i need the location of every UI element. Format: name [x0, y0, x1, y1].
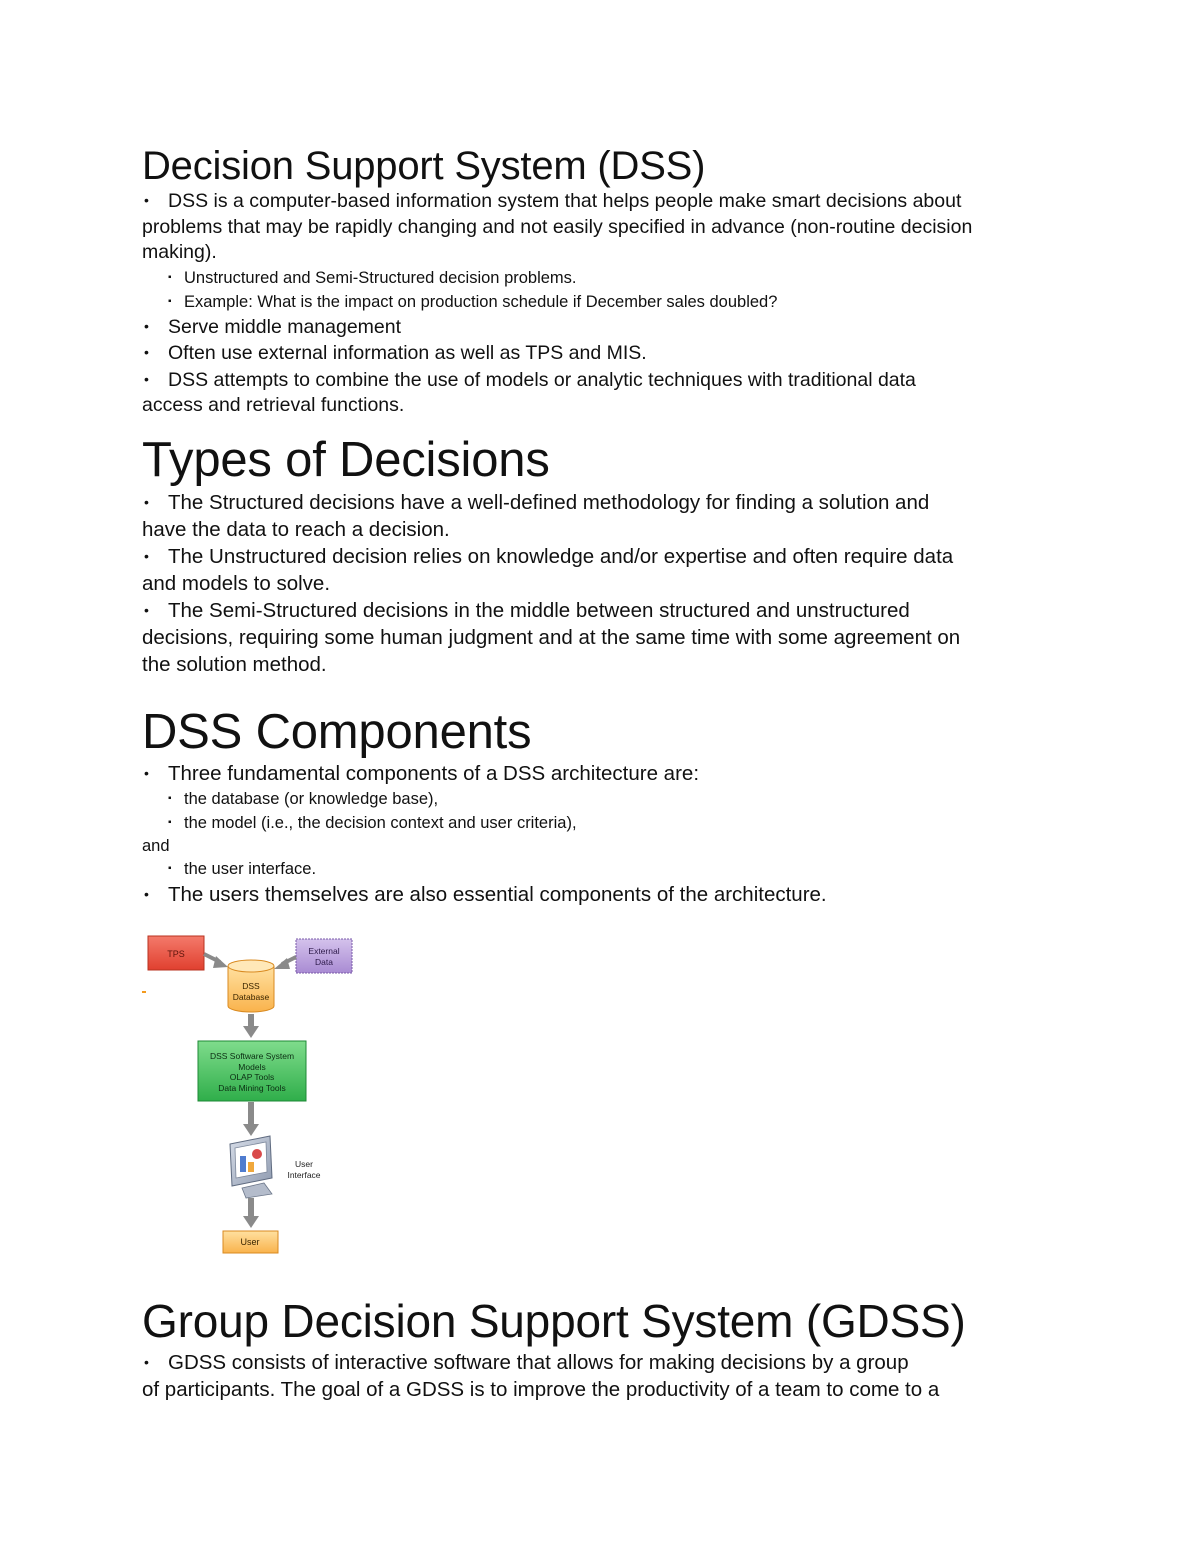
bullet-icon: • — [144, 548, 149, 564]
list-item: • The Structured decisions have a well-defined methodology for finding a solution and — [144, 491, 930, 514]
list-item: • The users themselves are also essential components of the architecture. — [144, 883, 827, 906]
svg-text:DSS: DSS — [242, 981, 260, 991]
components-section-body — [142, 760, 1052, 908]
arrow-software-to-ui — [243, 1102, 259, 1136]
bullet-icon: • — [144, 1354, 149, 1370]
list-item-continuation: access and retrieval functions. — [142, 394, 405, 416]
sub-list-item: ▪ Unstructured and Semi-Structured decision problems. — [142, 266, 1052, 290]
list-item-continuation: the solution method. — [142, 653, 327, 676]
square-bullet-icon: ▪ — [168, 863, 172, 874]
dss-database-cylinder — [228, 960, 274, 1012]
arrow-external-to-db — [274, 957, 296, 969]
dss-architecture-diagram — [142, 930, 362, 1260]
list-item-continuation: of participants. The goal of a GDSS is to improve the productivity of a team to come to a — [142, 1378, 940, 1401]
list-item: • DSS is a computer-based information system that helps people make smart decisions about — [144, 190, 962, 212]
and-text: and — [142, 837, 170, 855]
list-item-continuation: making). — [142, 241, 217, 263]
svg-text:Data Mining Tools: Data Mining Tools — [218, 1083, 286, 1093]
dss-software-box — [198, 1041, 306, 1101]
svg-text:User: User — [240, 1237, 260, 1247]
sub-list-item: ▪ the user interface. — [142, 857, 1052, 881]
bullet-icon: • — [144, 886, 149, 902]
arrow-db-to-software — [243, 1014, 259, 1038]
bullet-icon: • — [144, 765, 149, 781]
heading-gdss: Group Decision Support System (GDSS) — [142, 1295, 966, 1347]
list-item: • The Semi-Structured decisions in the middle between structured and unstructured — [144, 599, 910, 622]
sub-list-item: ▪ the model (i.e., the decision context and user criteria), — [142, 811, 1052, 835]
list-item: • DSS attempts to combine the use of models or analytic techniques with traditional data — [144, 368, 916, 391]
list-item: • Three fundamental components of a DSS architecture are: — [144, 762, 700, 785]
sub-list-item: ▪ Example: What is the impact on production schedule if December sales doubled? — [142, 290, 1052, 314]
tps-box — [148, 936, 204, 970]
bullet-icon: • — [144, 494, 149, 510]
bullet-icon: • — [144, 370, 149, 387]
list-item-continuation: decisions, requiring some human judgment and at the same time with some agreement on — [142, 626, 961, 649]
monitor-icon — [230, 1136, 272, 1198]
svg-text:Database: Database — [232, 992, 270, 1002]
arrow-tps-to-db — [204, 954, 228, 968]
list-item: • GDSS consists of interactive software that allows for making decisions by a group — [144, 1351, 909, 1374]
square-bullet-icon: ▪ — [168, 295, 172, 307]
heading-dss: Decision Support System (DSS) — [142, 144, 706, 188]
svg-text:Models: Models — [238, 1062, 266, 1072]
list-item-continuation: have the data to reach a decision. — [142, 518, 450, 541]
square-bullet-icon: ▪ — [168, 817, 172, 828]
svg-text:DSS Software System: DSS Software System — [209, 1051, 295, 1061]
list-item-continuation: and models to solve. — [142, 572, 331, 595]
svg-text:External: External — [308, 946, 340, 956]
gdss-section-body — [142, 1349, 1052, 1403]
dss-section-body — [142, 188, 1052, 419]
heading-dss-components: DSS Components — [142, 705, 532, 759]
heading-types-of-decisions: Types of Decisions — [142, 433, 550, 487]
svg-text:OLAP Tools: OLAP Tools — [229, 1072, 275, 1082]
square-bullet-icon: ▪ — [168, 793, 172, 804]
list-item: • Serve middle management — [144, 315, 402, 338]
bullet-icon: • — [144, 602, 149, 618]
orange-mark — [142, 991, 146, 993]
bullet-icon: • — [144, 192, 149, 208]
bullet-icon: • — [144, 344, 149, 360]
sub-list-item: ▪ the database (or knowledge base), — [142, 787, 1052, 811]
user-box — [223, 1231, 278, 1253]
types-section-body — [142, 489, 1052, 678]
bullet-icon: • — [144, 317, 149, 334]
external-data-box — [296, 939, 352, 973]
svg-text:Data: Data — [315, 957, 333, 967]
ui-label-line1: User — [295, 1159, 313, 1169]
list-item: • Often use external information as well as TPS and MIS. — [144, 342, 647, 364]
ui-label-line2: Interface — [287, 1170, 321, 1180]
arrow-ui-to-user — [243, 1198, 259, 1228]
list-item: • The Unstructured decision relies on knowledge and/or expertise and often require data — [144, 545, 954, 568]
svg-text:TPS: TPS — [167, 949, 185, 959]
list-item-continuation: problems that may be rapidly changing and not easily specified in advance (non-routine decision — [142, 215, 973, 238]
square-bullet-icon: ▪ — [168, 271, 172, 283]
